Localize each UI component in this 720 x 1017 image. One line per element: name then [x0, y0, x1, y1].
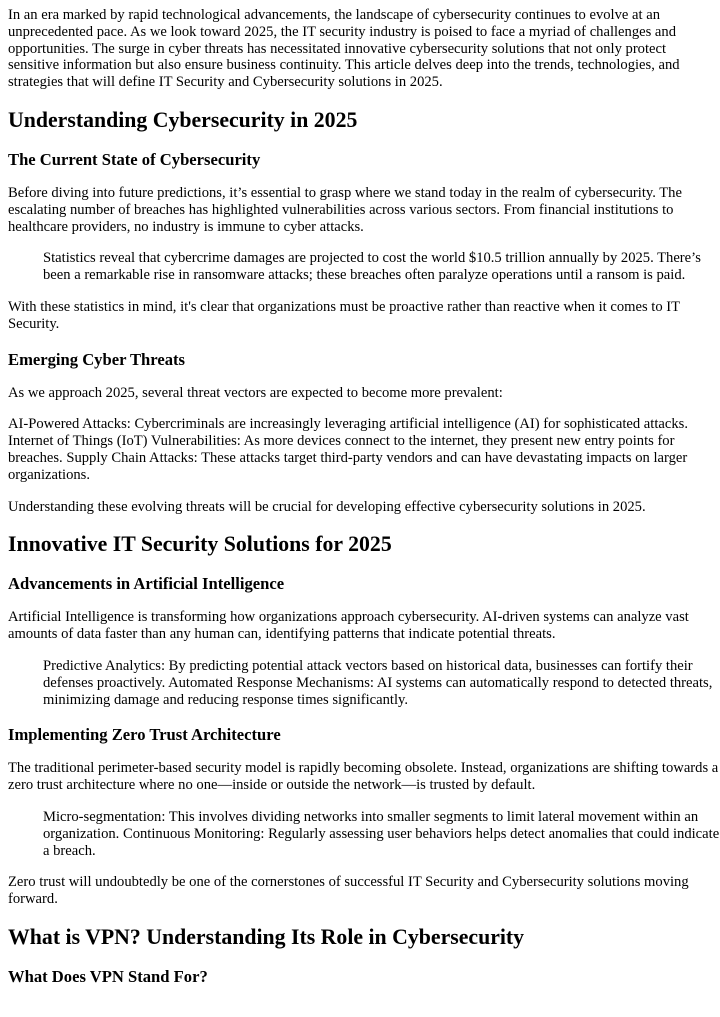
- heading-zero-trust: Implementing Zero Trust Architecture: [8, 725, 281, 745]
- heading-innovative-solutions: Innovative IT Security Solutions for 2025: [8, 532, 392, 557]
- quote-ai: Predictive Analytics: By predicting potential attack vectors based on historical data, businesses can fortify their defenses proactively. Automated Response Mechanisms: AI systems can automatically respond to detected threats, minimizing damage and reducing response times significantly.: [43, 657, 713, 708]
- intro-paragraph: In an era marked by rapid technological advancements, the landscape of cybersecurity continues to evolve at an unprecedented pace. As we look toward 2025, the IT security industry is poised to face a myriad of challenges and opportunities. The surge in cyber threats has necessitated innovative cybersecurity solutions that not only protect sensitive information but also ensure business continuity. This article delves deep into the trends, technologies, and strategies that will define IT Security and Cybersecurity solutions in 2025.: [8, 7, 680, 91]
- paragraph-current-state: Before diving into future predictions, it’s essential to grasp where we stand today in the realm of cybersecurity. The escalating number of breaches has highlighted vulnerabilities across various sectors. From financial institutions to healthcare providers, no industry is immune to cyber attacks.: [8, 184, 682, 235]
- paragraph-evolving-threats: Understanding these evolving threats will be crucial for developing effective cybersecurity solutions in 2025.: [8, 498, 646, 515]
- paragraph-ai: Artificial Intelligence is transforming how organizations approach cybersecurity. AI-driven systems can analyze vast amounts of data faster than any human can, identifying patterns that indicate potential threats.: [8, 609, 689, 643]
- heading-what-is-vpn: What is VPN? Understanding Its Role in Cybersecurity: [8, 924, 525, 949]
- quote-statistics: Statistics reveal that cybercrime damages are projected to cost the world $10.5 trillion annually by 2025. There’s been a remarkable rise in ransomware attacks; these breaches often paralyze operations until a ransom is paid.: [43, 250, 701, 284]
- paragraph-zero-trust-conclusion: Zero trust will undoubtedly be one of the cornerstones of successful IT Security and Cybersecurity solutions moving forward.: [8, 874, 689, 908]
- heading-emerging-threats: Emerging Cyber Threats: [8, 349, 185, 369]
- heading-current-state: The Current State of Cybersecurity: [8, 149, 261, 169]
- paragraph-zero-trust: The traditional perimeter-based security model is rapidly becoming obsolete. Instead, organizations are shifting towards a zero trust architecture where no one—inside or outside the network—is trusted by default.: [8, 760, 719, 794]
- heading-understanding-cybersecurity: Understanding Cybersecurity in 2025: [8, 107, 358, 132]
- paragraph-proactive: With these statistics in mind, it's clear that organizations must be proactive rather than reactive when it comes to IT Security.: [8, 298, 680, 332]
- heading-ai-advancements: Advancements in Artificial Intelligence: [8, 574, 285, 594]
- heading-vpn-stand-for: What Does VPN Stand For?: [8, 966, 208, 986]
- paragraph-threats-list: AI-Powered Attacks: Cybercriminals are increasingly leveraging artificial intelligence (AI) for sophisticated attacks. Internet of Things (IoT) Vulnerabilities: As more devices connect to the internet, they present new entry points for breaches. Supply Chain Attacks: These attacks target third-party vendors and can have devastating impacts on larger organizations.: [8, 416, 688, 483]
- quote-zero-trust: Micro-segmentation: This involves dividing networks into smaller segments to limit lateral movement within an organization. Continuous Monitoring: Regularly assessing user behaviors helps detect anomalies that could indicate a breach.: [43, 808, 720, 859]
- paragraph-emerging-intro: As we approach 2025, several threat vectors are expected to become more prevalent:: [8, 384, 503, 401]
